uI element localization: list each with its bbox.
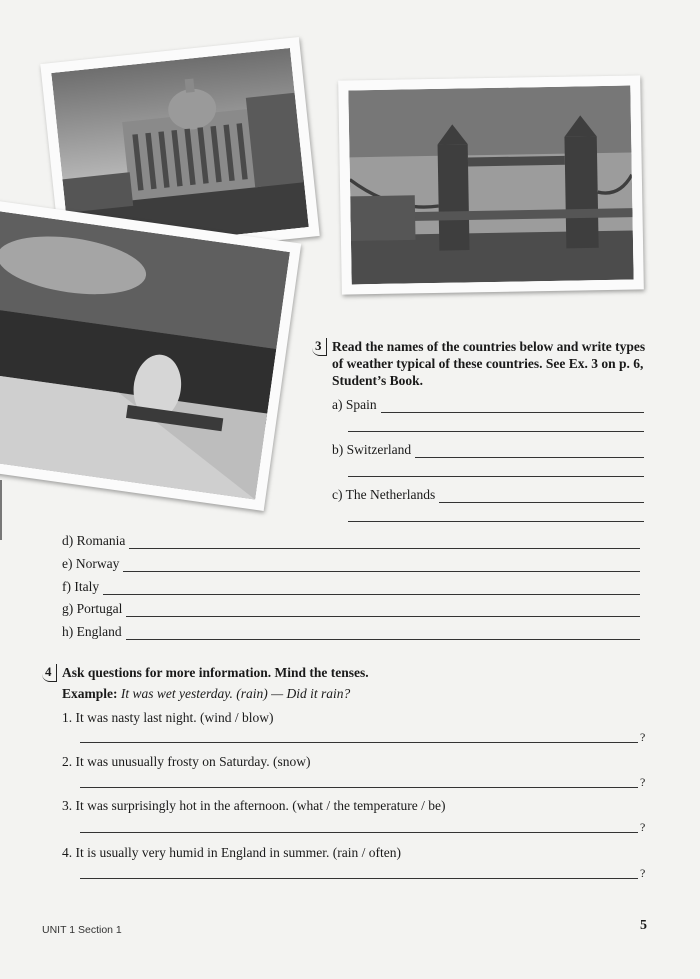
country-row-spain[interactable] — [332, 397, 644, 413]
question-3-prompt: 3. It was surprisingly hot in the afternoon. (what / the temperature / be) — [62, 798, 446, 813]
answer-line[interactable] — [129, 536, 640, 549]
country-row-norway[interactable] — [62, 556, 640, 572]
example-text: It was wet yesterday. (rain) — Did it rain? — [120, 686, 351, 701]
country-row-switzerland[interactable] — [332, 442, 644, 458]
exercise-3-instruction-line-3: Student’s Book. — [332, 373, 424, 388]
tower-bridge-image — [348, 86, 633, 285]
exercise-4-number: 4 — [42, 664, 57, 682]
question-3-question-mark: ? — [640, 820, 646, 834]
question-1-question-mark: ? — [640, 730, 646, 744]
exercise-3-instruction-line-1: Read the names of the countries below and write types — [332, 339, 646, 354]
photo-tower-bridge — [338, 75, 644, 294]
answer-line[interactable] — [381, 400, 644, 413]
answer-line[interactable] — [126, 627, 640, 640]
answer-continuation-line[interactable] — [348, 521, 644, 522]
country-row-romania[interactable] — [62, 533, 640, 549]
country-label: f) Italy — [62, 579, 100, 594]
country-label: c) The Netherlands — [332, 487, 436, 502]
question-4-answer-line[interactable] — [80, 878, 638, 879]
example-label: Example: — [62, 686, 118, 701]
country-label: d) Romania — [62, 533, 126, 548]
question-4-prompt: 4. It is usually very humid in England in summer. (rain / often) — [62, 845, 401, 860]
country-label: a) Spain — [332, 397, 377, 412]
question-1-prompt: 1. It was nasty last night. (wind / blow) — [62, 710, 274, 725]
exercise-4-instruction: Ask questions for more information. Mind the tenses. — [62, 665, 369, 680]
question-2-prompt: 2. It was unusually frosty on Saturday. (snow) — [62, 754, 311, 769]
answer-line[interactable] — [126, 604, 640, 617]
answer-line[interactable] — [415, 445, 644, 458]
page-edge-mark — [0, 480, 2, 540]
answer-line[interactable] — [439, 490, 644, 503]
fountain-park-image — [0, 210, 290, 499]
question-2-question-mark: ? — [640, 775, 646, 789]
question-1-answer-line[interactable] — [80, 742, 638, 743]
photo-fountain-park — [0, 199, 301, 511]
answer-continuation-line[interactable] — [348, 476, 644, 477]
country-label: h) England — [62, 624, 122, 639]
country-label: g) Portugal — [62, 601, 123, 616]
country-label: e) Norway — [62, 556, 120, 571]
country-row-the-netherlands[interactable] — [332, 487, 644, 503]
answer-line[interactable] — [123, 559, 640, 572]
country-row-england[interactable] — [62, 624, 640, 640]
exercise-3-instruction-line-2: of weather typical of these countries. See Ex. 3 on p. 6, — [332, 356, 644, 371]
exercise-3-number: 3 — [312, 338, 327, 356]
question-3-answer-line[interactable] — [80, 832, 638, 833]
answer-continuation-line[interactable] — [348, 431, 644, 432]
exercise-4-example — [62, 686, 350, 702]
answer-line[interactable] — [103, 582, 640, 595]
country-row-italy[interactable] — [62, 579, 640, 595]
question-4-question-mark: ? — [640, 866, 646, 880]
question-2-answer-line[interactable] — [80, 787, 638, 788]
country-label: b) Switzerland — [332, 442, 412, 457]
exercise-3-instruction — [332, 338, 645, 389]
page-number: 5 — [640, 918, 647, 933]
country-row-portugal[interactable] — [62, 601, 640, 617]
footer-unit-section: UNIT 1 Section 1 — [42, 924, 122, 936]
